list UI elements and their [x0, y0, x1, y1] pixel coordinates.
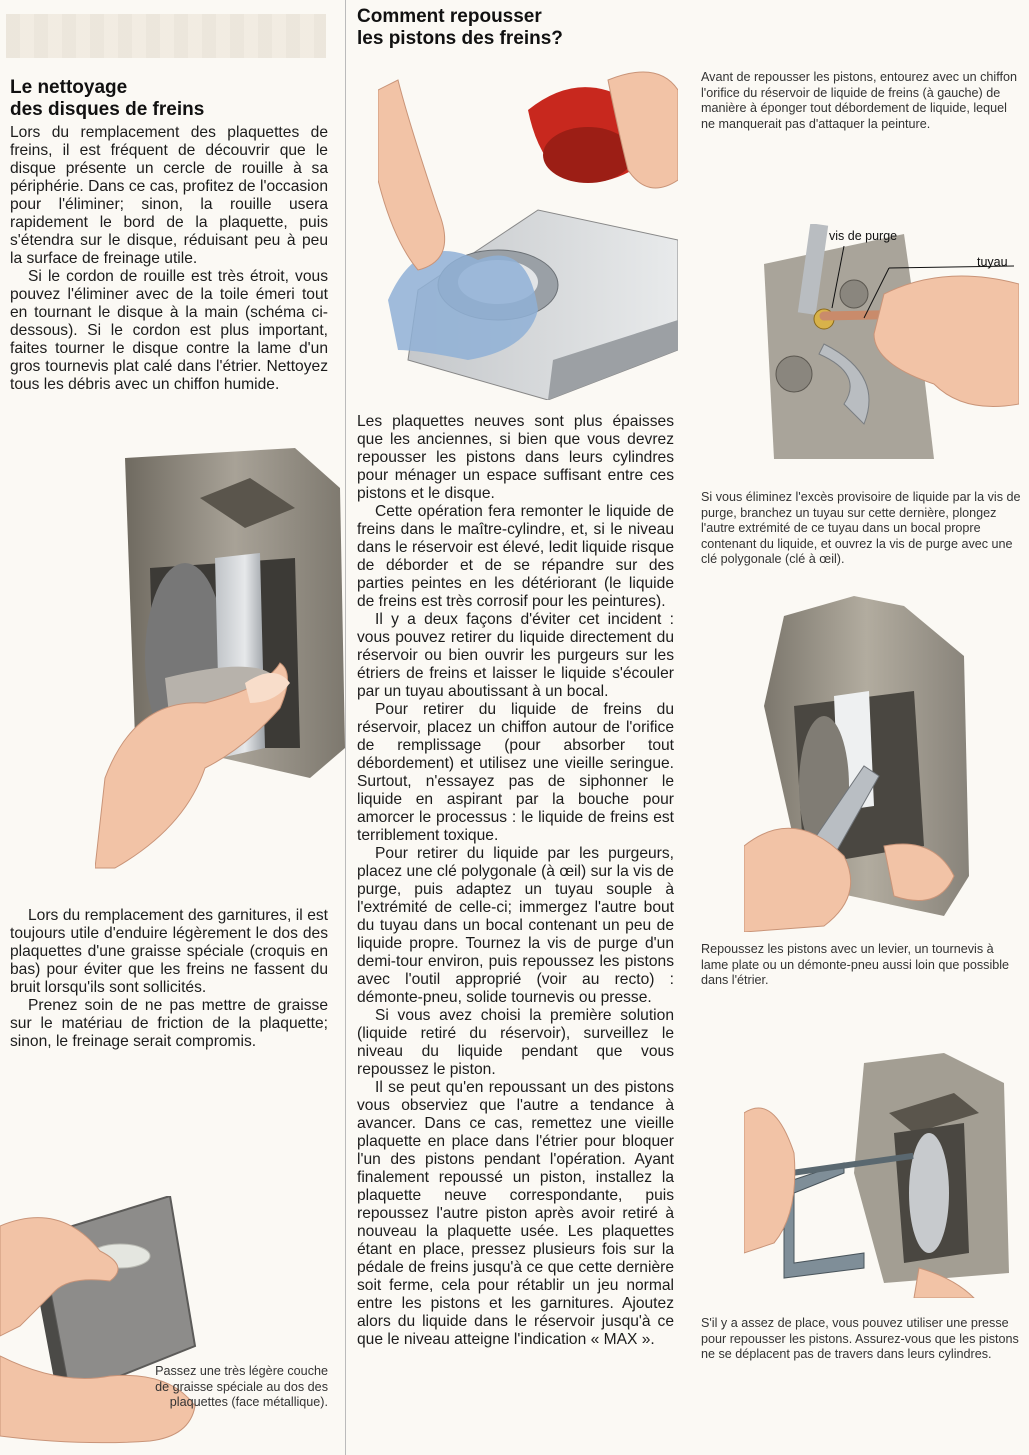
press-caption: S'il y a assez de place, vous pouvez utiliser une presse pour repousser les pistons. Assurez-vous que les pistons ne se déplacent pas de travers dans leurs cylindres. [701, 1316, 1019, 1361]
middle-paragraph-4: Pour retirer du liquide de freins du réservoir, placez un chiffon autour de l'orifice de remplissage (pour absorber tout débordement) et utilisez une vieille seringue. Surtout, n'essayez pas de siphonner le liquide en aspirant par la bouche pour amorcer le processus : le liquide de freins est terriblement toxique. [357, 701, 674, 844]
reservoir-illustration [378, 60, 678, 400]
left-text-block-1 [10, 124, 328, 394]
press-illustration [744, 1053, 1019, 1298]
purge-caption: Si vous éliminez l'excès provisoire de liquide par la vis de purge, branchez un tuyau sur cette dernière, plongez l'autre extrémité de ce tuyau dans un bocal propre contenant du liquide, et ouvrez la vis de purge avec une clé polygonale (clé à œil). [701, 490, 1021, 566]
left-text-block-2 [10, 907, 328, 1051]
lever-illustration [744, 596, 974, 932]
middle-title-line2: les pistons des freins? [357, 28, 563, 49]
grease-caption: Passez une très légère couche de graisse spéciale au dos des plaquettes (face métallique). [155, 1364, 328, 1409]
middle-column [345, 0, 684, 1455]
middle-title [357, 6, 563, 50]
grease-pad-illustration [0, 1196, 200, 1455]
reservoir-caption: Avant de repousser les pistons, entourez avec un chiffon l'orifice du réservoir de liquide de freins (à gauche) de manière à éponger tout débordement de liquide, lequel ne manquerait pas d'attaquer la peinture. [701, 70, 1017, 131]
middle-paragraph-6: Si vous avez choisi la première solution (liquide retiré du réservoir), surveillez le niveau du liquide pendant que vous repoussez le piston. [357, 1007, 674, 1078]
leader-tuyau [889, 266, 1014, 268]
middle-paragraph-1: Les plaquettes neuves sont plus épaisses que les anciennes, si bien que vous devrez repousser les pistons dans leurs cylindres pour ménager un espace suffisant entre ces pistons et le disque. [357, 413, 674, 502]
left-title-line2: des disques de freins [10, 99, 205, 120]
left-hand [378, 80, 445, 270]
header-banner [6, 14, 326, 58]
left-title [10, 77, 204, 121]
label-tuyau: tuyau [977, 255, 1008, 269]
leader-tuyau-2 [864, 268, 889, 318]
label-vis-de-purge: vis de purge [829, 229, 898, 243]
left-paragraph-2: Si le cordon de rouille est très étroit, vous pouvez l'éliminer avec de la toile émeri tout en tournant le disque à la main (schéma ci-dessous). Si le cordon est plus important, faites tourner le disque contre la lame d'un gros tournevis plat calé dans l'étrier. Nettoyez tous les débris avec un chiffon humide. [10, 268, 328, 393]
left-paragraph-1: Lors du remplacement des plaquettes de freins, il est fréquent de découvrir que le disque présente un cercle de rouille à sa périphérie. Dans ce cas, profitez de l'occasion pour l'éliminer; sinon, la rouille usera rapidement le bord de la plaquette, puis s'étendra sur le disque, réduisant peu à peu la surface de freinage utile. [10, 124, 328, 267]
lever-caption: Repoussez les pistons avec un levier, un tournevis à lame plate ou un démonte-pneu aussi loin que possible dans l'étrier. [701, 942, 1010, 987]
middle-title-line1: Comment repousser [357, 6, 542, 27]
middle-paragraph-2: Cette opération fera remonter le liquide de freins dans le maître-cylindre, et, si le niveau dans le réservoir est élevé, ledit liquide risque de déborder et de se répandre sur des parties peintes en les détériorant (le liquide de freins est très corrosif pour les peintures). [357, 503, 674, 610]
middle-paragraph-7: Il se peut qu'en repoussant un des pistons vous observiez que l'autre a tendance à avancer. Dans ce cas, remettez une vieille plaquette en place dans l'étrier pour bloquer l'un des pistons pendant l'opération. Ayant finalement repoussé un piston, installez la plaquette neuve correspondante, puis repoussez l'autre piston après avoir retiré à nouveau la plaquette usée. Les plaquettes étant en place, pressez plusieurs fois sur la pédale de freins jusqu'à ce que cette dernière soit ferme, cela pour rétablir un jeu normal entre les pistons et les garnitures. Ajoutez alors du liquide dans le réservoir jusqu'à ce que le niveau atteigne l'indication « MAX ». [357, 1079, 674, 1348]
label-leader-lines [824, 246, 1024, 321]
disc-cleaning-illustration [95, 448, 345, 878]
left-paragraph-4: Prenez soin de ne pas mettre de graisse sur le matériau de friction de la plaquette; sinon, le freinage serait compromis. [10, 997, 328, 1050]
middle-paragraph-3: Il y a deux façons d'éviter cet incident : vous pouvez retirer du liquide directement du réservoir ou bien ouvrir les purgeurs sur les étriers de freins et laisser le liquide s'écouler par un tuyau aboutissant à un bocal. [357, 611, 674, 700]
middle-paragraph-5: Pour retirer du liquide par les purgeurs, placez une clé polygonale (à œil) sur la vis de purge, puis adaptez un tuyau souple à l'extrémité de celle-ci; immergez l'autre bout du tuyau dans un bocal contenant un peu de liquide propre. Tournez la vis de purge d'un demi-tour environ, puis repoussez les pistons avec l'outil approprié (voir au recto) : démonte-pneu, solide tournevis ou presse. [357, 845, 674, 1006]
left-paragraph-3: Lors du remplacement des garnitures, il est toujours utile d'enduire légèrement le dos des plaquettes d'une graisse spéciale (croquis en bas) pour éviter que les freins ne fassent du bruit lorsqu'ils sont sollicités. [10, 907, 328, 996]
caliper-bolt [776, 356, 812, 392]
brake-disc [909, 1133, 949, 1253]
left-title-line1: Le nettoyage [10, 77, 128, 98]
press-frame [784, 1163, 864, 1278]
middle-text-block [357, 413, 674, 1349]
leader-vis [832, 246, 844, 308]
